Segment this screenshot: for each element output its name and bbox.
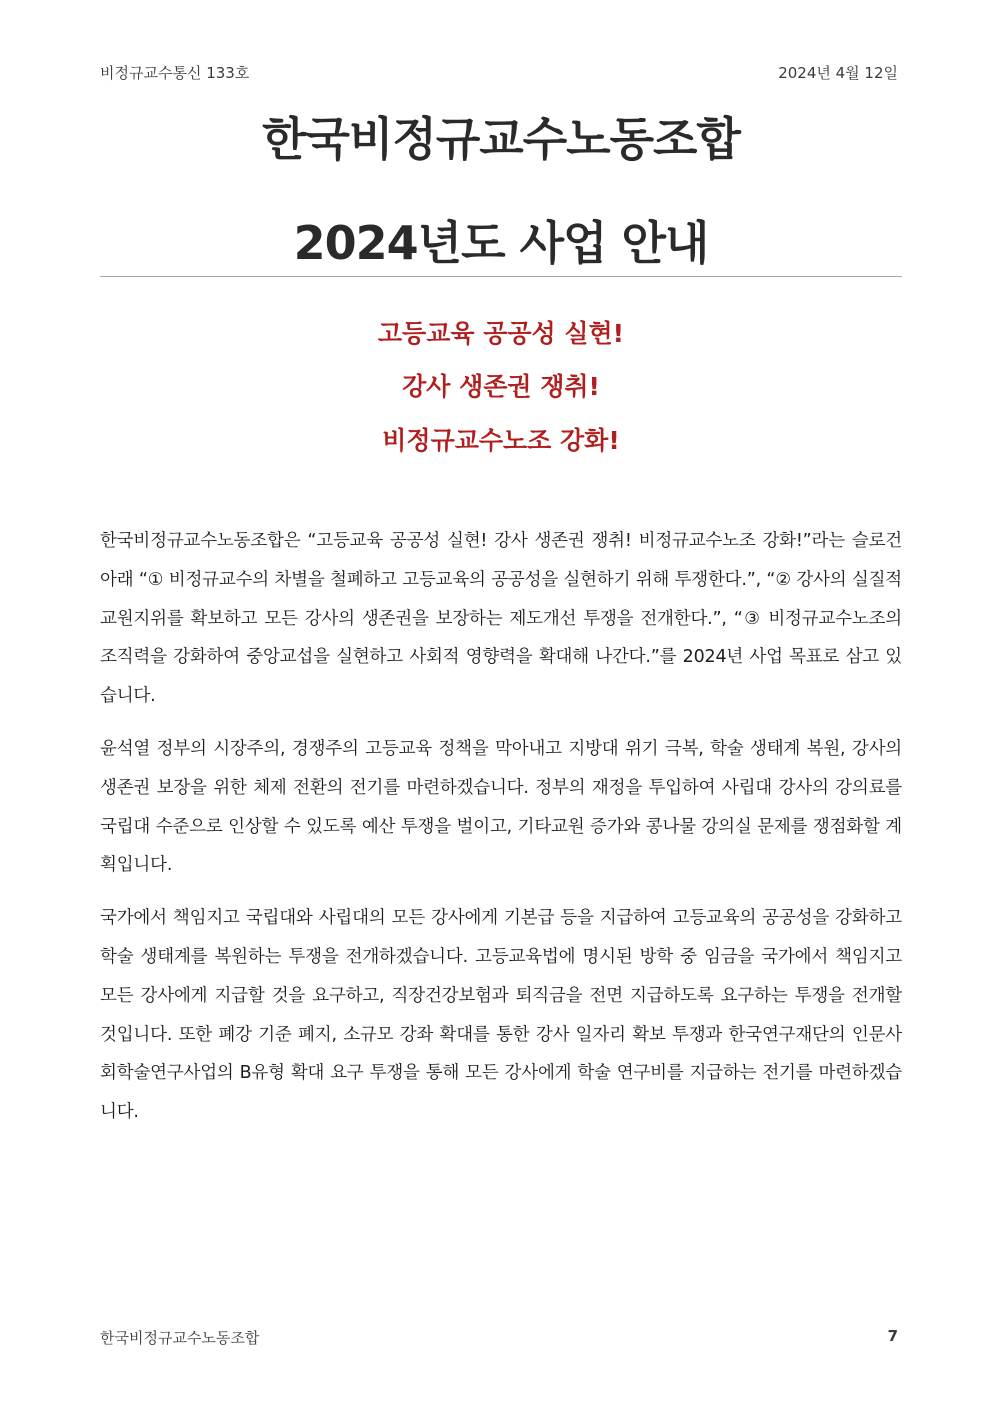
page-number: 7 bbox=[887, 1327, 898, 1345]
newsletter-issue: 비정규교수통신 133호 bbox=[100, 64, 250, 82]
footer-organization: 한국비정규교수노동조합 bbox=[100, 1329, 260, 1347]
slogan-2: 강사 생존권 쟁취! bbox=[402, 372, 600, 401]
page-title-subject: 2024년도 사업 안내 bbox=[293, 216, 709, 270]
page-title-organization: 한국비정규교수노동조합 bbox=[262, 112, 740, 166]
paragraph-goals: 한국비정규교수노동조합은 “고등교육 공공성 실현! 강사 생존권 쟁취! 비정규교수노조 강화!”라는 슬로건 아래 “① 비정규교수의 차별을 철폐하고 고등교육의 공공성을 실현하기 위해 투쟁한다.”, “② 강사의 실질적 교원지위를 확보하고 모든 강사의 생존권을 보장하는 제도개선 투쟁을 전개한다.”, “③ 비정규교수노조의 조직력을 강화하여 중앙교섭을 실현하고 사회적 영향력을 확대해 나간다.”를 2024년 사업 목표로 삼고 있습니다. bbox=[100, 531, 902, 707]
slogan-3: 비정규교수노조 강화! bbox=[382, 426, 620, 455]
publication-date: 2024년 4월 12일 bbox=[778, 64, 898, 82]
title-divider bbox=[100, 276, 902, 277]
slogan-1: 고등교육 공공성 실현! bbox=[377, 319, 625, 348]
article-body bbox=[100, 522, 902, 1146]
paragraph-policy: 윤석열 정부의 시장주의, 경쟁주의 고등교육 정책을 막아내고 지방대 위기 극복, 학술 생태계 복원, 강사의 생존권 보장을 위한 체제 전환의 전기를 마련하겠습니다. 정부의 재정을 투입하여 사립대 강사의 강의료를 국립대 수준으로 인상할 수 있도록 예산 투쟁을 벌이고, 기타교원 증가와 콩나물 강의실 문제를 쟁점화할 계획입니다. bbox=[100, 738, 902, 876]
paragraph-plans: 국가에서 책임지고 국립대와 사립대의 모든 강사에게 기본급 등을 지급하여 고등교육의 공공성을 강화하고 학술 생태계를 복원하는 투쟁을 전개하겠습니다. 고등교육법에 명시된 방학 중 임금을 국가에서 책임지고 모든 강사에게 지급할 것을 요구하고, 직장건강보험과 퇴직금을 전면 지급하도록 요구하는 투쟁을 전개할 것입니다. 또한 폐강 기준 폐지, 소규모 강좌 확대를 통한 강사 일자리 확보 투쟁과 한국연구재단의 인문사회학술연구사업의 B유형 확대 요구 투쟁을 통해 모든 강사에게 학술 연구비를 지급하는 전기를 마련하겠습니다. bbox=[100, 908, 902, 1123]
